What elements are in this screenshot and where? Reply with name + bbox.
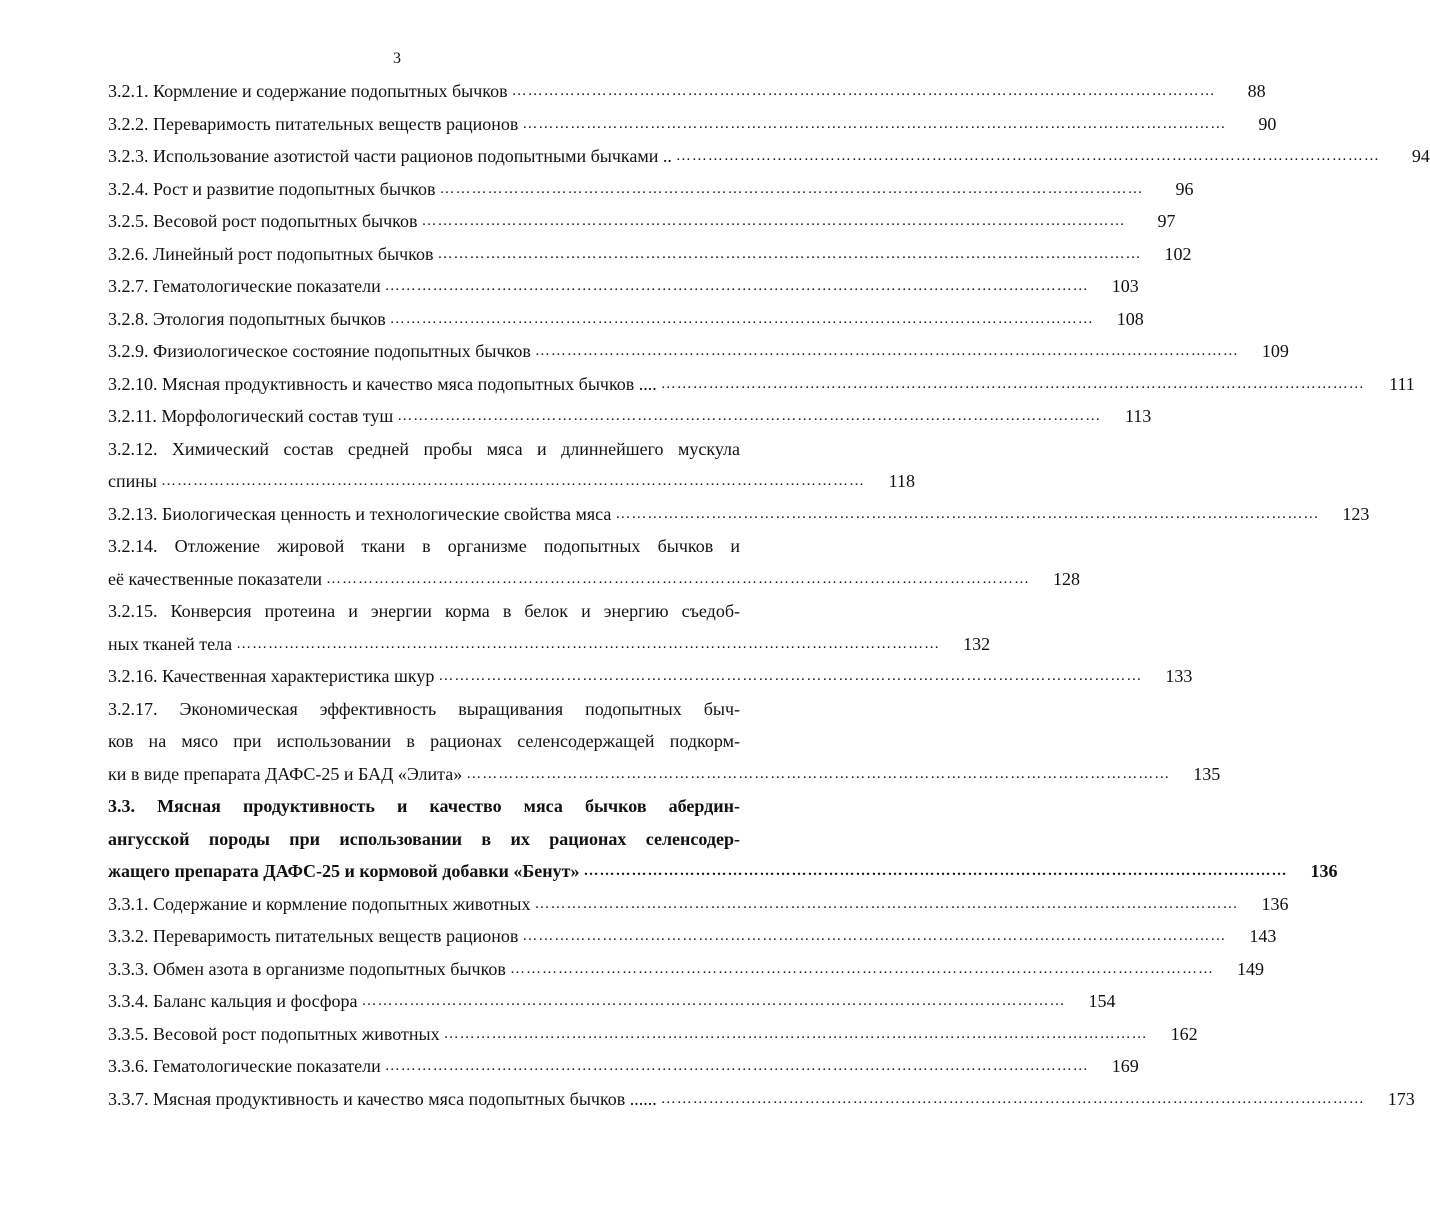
toc-entry bbox=[108, 75, 1266, 108]
toc-leader-dots: …………………………………………………………………………………………………………………… bbox=[421, 213, 1126, 229]
toc-entry-title: 3.2.16. Качественная характеристика шкур bbox=[108, 666, 435, 686]
toc-line: ангусской породы при использовании в их рационах селенсодер- bbox=[108, 828, 740, 849]
toc-leader-dots: …………………………………………………………………………………………………………………… bbox=[583, 863, 1288, 879]
toc-leader-dots: …………………………………………………………………………………………………………………… bbox=[522, 928, 1227, 944]
toc-entry bbox=[108, 563, 1080, 596]
toc-entry-title: 3.2.7. Гематологические показатели bbox=[108, 276, 381, 296]
toc-entry bbox=[108, 985, 1116, 1018]
toc-leader-dots: …………………………………………………………………………………………………………………… bbox=[511, 83, 1216, 99]
toc-page-number: 113 bbox=[1124, 406, 1152, 426]
toc-entry bbox=[108, 1083, 1415, 1116]
toc-leader-dots: …………………………………………………………………………………………………………………… bbox=[384, 278, 1089, 294]
toc-entry bbox=[108, 173, 1194, 206]
toc-page-number: 97 bbox=[1157, 211, 1176, 231]
toc-entry-title: 3.3.1. Содержание и кормление подопытных животных bbox=[108, 893, 531, 914]
toc-page-number: 149 bbox=[1236, 958, 1264, 979]
table-of-contents bbox=[108, 75, 1430, 1115]
toc-entry bbox=[108, 303, 1144, 336]
toc-leader-dots: …………………………………………………………………………………………………………………… bbox=[534, 343, 1239, 359]
toc-page-number: 96 bbox=[1175, 178, 1194, 199]
toc-leader-dots: …………………………………………………………………………………………………………………… bbox=[160, 473, 865, 489]
toc-entry-title: 3.3.3. Обмен азота в организме подопытных бычков bbox=[108, 958, 506, 979]
toc-line: 3.3. Мясная продуктивность и качество мяса бычков абердин- bbox=[108, 796, 740, 816]
toc-entry-title: 3.3.4. Баланс кальция и фосфора bbox=[108, 991, 358, 1011]
toc-entry bbox=[108, 1050, 1139, 1083]
toc-entry-title: 3.2.4. Рост и развитие подопытных бычков bbox=[108, 178, 436, 199]
toc-entry-title: 3.2.8. Этология подопытных бычков bbox=[108, 308, 386, 329]
toc-entry-title: ных тканей тела bbox=[108, 633, 233, 654]
toc-page-number: 108 bbox=[1116, 308, 1144, 329]
toc-entry bbox=[108, 628, 991, 661]
toc-entry bbox=[108, 400, 1152, 433]
toc-entry bbox=[108, 855, 1338, 888]
toc-line: ков на мясо при использовании в рационах селенсодержащей подкорм- bbox=[108, 731, 740, 751]
toc-entry-title: 3.2.1. Кормление и содержание подопытных бычков bbox=[108, 81, 508, 101]
toc-entry bbox=[108, 238, 1192, 271]
toc-page-number: 136 bbox=[1261, 893, 1289, 914]
toc-leader-dots: …………………………………………………………………………………………………………………… bbox=[615, 505, 1320, 522]
toc-entry-title: 3.3.5. Весовой рост подопытных животных bbox=[108, 1023, 440, 1044]
toc-entry-title: 3.2.6. Линейный рост подопытных бычков bbox=[108, 243, 434, 264]
toc-entry-title: 3.3.6. Гематологические показатели bbox=[108, 1056, 381, 1076]
toc-entry-title: 3.2.9. Физиологическое состояние подопытных бычков bbox=[108, 341, 531, 361]
toc-page-number: 90 bbox=[1258, 113, 1277, 134]
toc-entry bbox=[108, 108, 1277, 141]
toc-leader-dots: …………………………………………………………………………………………………………………… bbox=[384, 1058, 1089, 1074]
toc-entry-title: 3.3.2. Переваримость питательных веществ рационов bbox=[108, 926, 519, 946]
toc-leader-dots: …………………………………………………………………………………………………………………… bbox=[534, 895, 1239, 912]
toc-entry bbox=[108, 758, 1221, 791]
toc-leader-dots: …………………………………………………………………………………………………………………… bbox=[397, 408, 1102, 424]
toc-leader-dots: …………………………………………………………………………………………………………………… bbox=[522, 115, 1227, 132]
toc-page-number: 102 bbox=[1164, 243, 1192, 264]
toc-entry-title: её качественные показатели bbox=[108, 568, 322, 589]
toc-entry-title: 3.2.11. Морфологический состав туш bbox=[108, 406, 394, 426]
toc-page-number: 162 bbox=[1170, 1023, 1198, 1044]
toc-line: 3.2.14. Отложение жировой ткани в организме подопытных бычков и bbox=[108, 536, 740, 556]
toc-entry bbox=[108, 140, 1430, 173]
toc-entry bbox=[108, 953, 1264, 986]
toc-entry-title: 3.2.2. Переваримость питательных веществ рационов bbox=[108, 113, 519, 134]
toc-entry-title: 3.2.10. Мясная продуктивность и качество мяса подопытных бычков .... bbox=[108, 373, 657, 394]
toc-leader-dots: …………………………………………………………………………………………………………………… bbox=[437, 245, 1142, 262]
toc-leader-dots: …………………………………………………………………………………………………………………… bbox=[509, 960, 1214, 977]
toc-page-number: 173 bbox=[1387, 1088, 1415, 1109]
toc-line: 3.2.17. Экономическая эффективность выращивания подопытных быч- bbox=[108, 698, 740, 719]
toc-leader-dots: …………………………………………………………………………………………………………………… bbox=[389, 310, 1094, 327]
toc-page-number: 118 bbox=[888, 471, 915, 491]
toc-page-number: 132 bbox=[963, 633, 991, 654]
toc-leader-dots: …………………………………………………………………………………………………………………… bbox=[236, 635, 941, 652]
toc-entry-title: жащего препарата ДАФС-25 и кормовой добавки «Бенут» bbox=[108, 861, 580, 881]
toc-entry bbox=[108, 498, 1370, 531]
page-number: 3 bbox=[393, 50, 401, 67]
toc-entry-title: ки в виде препарата ДАФС-25 и БАД «Элита» bbox=[108, 763, 463, 784]
toc-page-number: 169 bbox=[1111, 1056, 1139, 1076]
toc-leader-dots: …………………………………………………………………………………………………………………… bbox=[660, 375, 1365, 392]
toc-entry-title: 3.3.7. Мясная продуктивность и качество мяса подопытных бычков ...... bbox=[108, 1088, 657, 1109]
toc-entry-title: спины bbox=[108, 471, 157, 491]
toc-leader-dots: …………………………………………………………………………………………………………………… bbox=[466, 765, 1171, 782]
toc-page-number: 128 bbox=[1053, 568, 1080, 589]
toc-page-number: 88 bbox=[1247, 81, 1266, 101]
toc-page-number: 109 bbox=[1261, 341, 1289, 361]
toc-leader-dots: …………………………………………………………………………………………………………………… bbox=[438, 668, 1143, 684]
toc-page-number: 135 bbox=[1193, 763, 1221, 784]
toc-entry bbox=[108, 368, 1415, 401]
toc-page-number: 111 bbox=[1389, 373, 1415, 394]
toc-entry bbox=[108, 335, 1289, 368]
toc-entry bbox=[108, 660, 1193, 693]
toc-page-number: 143 bbox=[1249, 926, 1277, 946]
toc-leader-dots: …………………………………………………………………………………………………………………… bbox=[361, 993, 1066, 1009]
toc-entry bbox=[108, 465, 915, 498]
toc-leader-dots: …………………………………………………………………………………………………………………… bbox=[439, 180, 1144, 197]
toc-entry bbox=[108, 205, 1176, 238]
toc-entry-title: 3.2.5. Весовой рост подопытных бычков bbox=[108, 211, 418, 231]
toc-page-number: 123 bbox=[1342, 503, 1370, 524]
toc-entry-title: 3.2.13. Биологическая ценность и технологические свойства мяса bbox=[108, 503, 612, 524]
toc-leader-dots: …………………………………………………………………………………………………………………… bbox=[326, 570, 1030, 587]
toc-page-number: 133 bbox=[1165, 666, 1193, 686]
toc-entry bbox=[108, 920, 1277, 953]
toc-entry-title: 3.2.3. Использование азотистой части рационов подопытными бычками .. bbox=[108, 146, 672, 166]
toc-page-number: 94 bbox=[1411, 146, 1430, 166]
toc-page-number: 103 bbox=[1111, 276, 1139, 296]
toc-entry bbox=[108, 270, 1139, 303]
toc-leader-dots: …………………………………………………………………………………………………………………… bbox=[675, 148, 1380, 164]
toc-page-number: 136 bbox=[1310, 861, 1338, 881]
toc-entry bbox=[108, 888, 1289, 921]
toc-entry bbox=[108, 1018, 1198, 1051]
toc-line: 3.2.15. Конверсия протеина и энергии корма в белок и энергию съедоб- bbox=[108, 601, 740, 621]
toc-line: 3.2.12. Химический состав средней пробы мяса и длиннейшего мускула bbox=[108, 438, 740, 459]
toc-leader-dots: …………………………………………………………………………………………………………………… bbox=[443, 1025, 1148, 1042]
toc-page-number: 154 bbox=[1088, 991, 1116, 1011]
toc-leader-dots: …………………………………………………………………………………………………………………… bbox=[660, 1090, 1365, 1107]
